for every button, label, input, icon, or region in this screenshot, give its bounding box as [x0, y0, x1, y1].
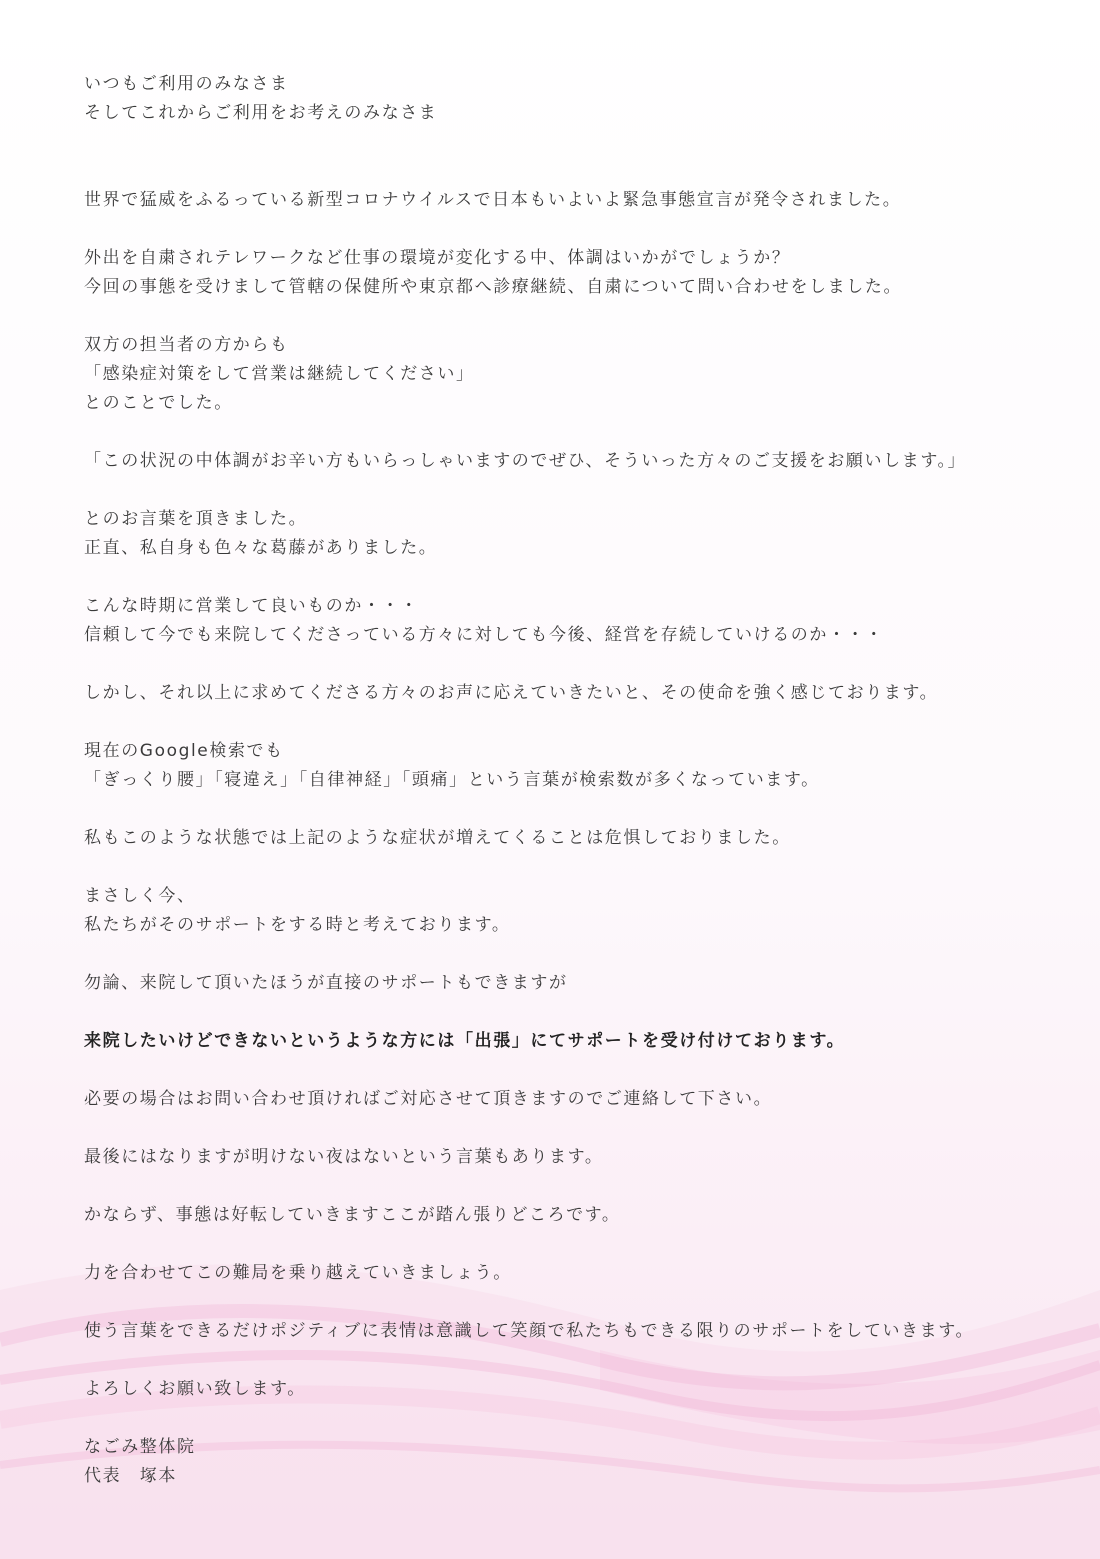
- paragraph-closing: [84, 1375, 1024, 1404]
- paragraph-line: 外出を自粛されテレワークなど仕事の環境が変化する中、体調はいかがでしょうか？: [84, 248, 791, 268]
- paragraph-together: [84, 1259, 1024, 1288]
- paragraph-line: 双方の担当者の方からも: [84, 335, 289, 355]
- paragraph-google-search: [84, 737, 1024, 795]
- paragraph-line: とのお言葉を頂きました。: [84, 509, 308, 529]
- paragraph-mission: [84, 679, 1024, 708]
- paragraph-contact: [84, 1085, 1024, 1114]
- greeting-line-1: いつもご利用のみなさま: [84, 74, 289, 94]
- paragraph-line: こんな時期に営業して良いものか・・・: [84, 596, 419, 616]
- paragraph-official-response: [84, 331, 1024, 418]
- paragraph-line: 私たちがそのサポートをする時と考えております。: [84, 915, 511, 935]
- clinic-name: なごみ整体院: [84, 1437, 196, 1457]
- paragraph-line: 勿論、来院して頂いたほうが直接のサポートもできますが: [84, 973, 568, 993]
- paragraph-line: 「この状況の中体調がお辛い方もいらっしゃいますのでぜひ、そういった方々のご支援をお願いします。」: [84, 451, 967, 471]
- paragraph-concern: [84, 824, 1024, 853]
- representative-name: 代表 塚本: [84, 1466, 177, 1486]
- paragraph-positive: [84, 1317, 1024, 1346]
- paragraph-line: 最後にはなりますが明けない夜はないという言葉もあります。: [84, 1147, 604, 1167]
- paragraph-line: 「感染症対策をして営業は継続してください」: [84, 364, 475, 384]
- paragraph-health-inquiry: [84, 244, 1024, 302]
- paragraph-support-request: [84, 447, 1024, 476]
- paragraph-line: とのことでした。: [84, 393, 233, 413]
- paragraph-line: 必要の場合はお問い合わせ頂ければご対応させて頂きますのでご連絡して下さい。: [84, 1089, 773, 1109]
- paragraph-now: [84, 882, 1024, 940]
- signature: [84, 1433, 1024, 1491]
- paragraph-line: 信頼して今でも来院してくださっている方々に対しても今後、経営を存続していけるのか・・・: [84, 625, 884, 645]
- greeting: [84, 70, 1024, 128]
- paragraph-line: 現在のGoogle検索でも: [84, 741, 284, 761]
- paragraph-visit: [84, 969, 1024, 998]
- paragraph-line: 世界で猛威をふるっている新型コロナウイルスで日本もいよいよ緊急事態宣言が発令されました。: [84, 190, 902, 210]
- letter-body: [84, 70, 1024, 1520]
- paragraph-line: まさしく今、: [84, 886, 196, 906]
- paragraph-line: よろしくお願い致します。: [84, 1379, 306, 1399]
- paragraph-line: しかし、それ以上に求めてくださる方々のお声に応えていきたいと、その使命を強く感じております。: [84, 683, 939, 703]
- paragraph-line: かならず、事態は好転していきますここが踏ん張りどころです。: [84, 1205, 621, 1225]
- paragraph-turnaround: [84, 1201, 1024, 1230]
- paragraph-state-of-emergency: [84, 186, 1024, 215]
- paragraph-line-bold: 来院したいけどできないというような方には「出張」にてサポートを受け付けております。: [84, 1031, 846, 1051]
- paragraph-line: 正直、私自身も色々な葛藤がありました。: [84, 538, 438, 558]
- paragraph-home-visit-service: [84, 1027, 1024, 1056]
- paragraph-hope: [84, 1143, 1024, 1172]
- paragraph-line: 使う言葉をできるだけポジティブに表情は意識して笑顔で私たちもできる限りのサポートをしていきます。: [84, 1321, 975, 1341]
- paragraph-line: 「ぎっくり腰」「寝違え」「自律神経」「頭痛」という言葉が検索数が多くなっています。: [84, 770, 820, 790]
- paragraph-line: 私もこのような状態では上記のような症状が増えてくることは危惧しておりました。: [84, 828, 791, 848]
- paragraph-line: 力を合わせてこの難局を乗り越えていきましょう。: [84, 1263, 512, 1283]
- paragraph-worries: [84, 592, 1024, 650]
- paragraph-line: 今回の事態を受けまして管轄の保健所や東京都へ診療継続、自粛について問い合わせをしました。: [84, 277, 903, 297]
- greeting-line-2: そしてこれからご利用をお考えのみなさま: [84, 103, 438, 123]
- paragraph-conflict: [84, 505, 1024, 563]
